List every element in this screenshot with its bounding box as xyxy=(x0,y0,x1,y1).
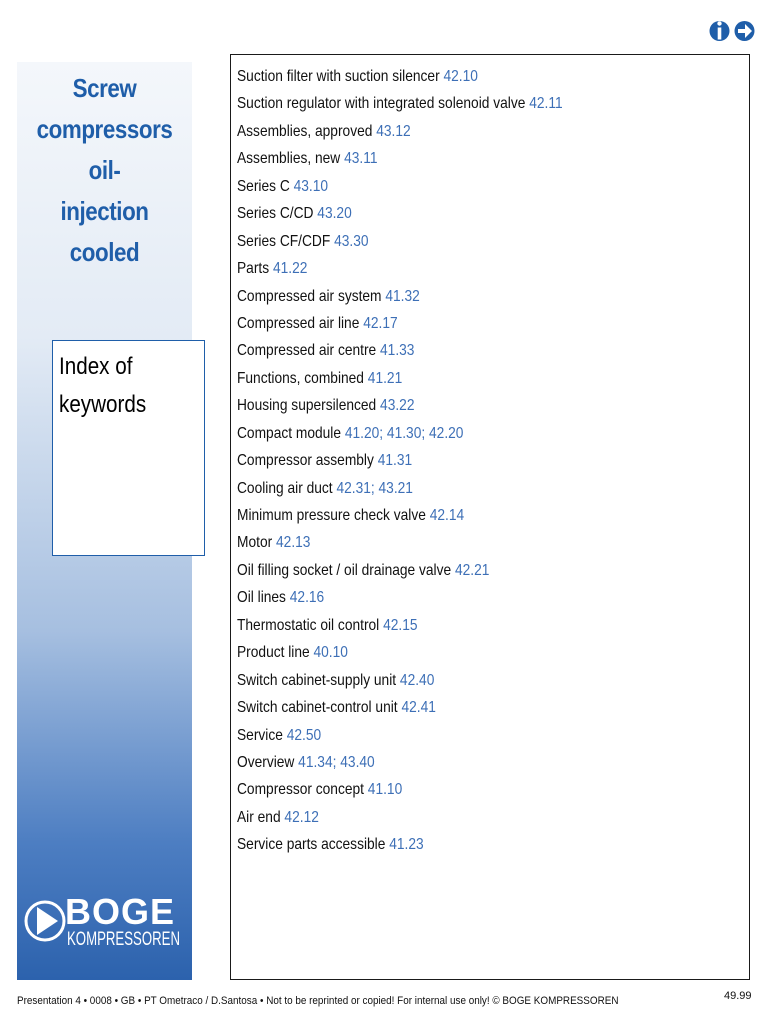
keyword-term: Parts xyxy=(237,260,270,278)
keyword-page-ref[interactable]: 40.10 xyxy=(313,644,348,662)
keyword-entry xyxy=(237,420,563,447)
keyword-entry xyxy=(237,118,563,145)
keyword-entry xyxy=(237,228,563,255)
keyword-entry xyxy=(237,447,563,474)
keyword-entry xyxy=(237,639,563,666)
keyword-entry xyxy=(237,200,563,227)
keyword-page-ref[interactable]: 41.22 xyxy=(272,260,308,278)
keyword-term: Oil filling socket / oil drainage valve xyxy=(237,561,452,579)
keyword-page-ref[interactable]: 42.10 xyxy=(443,68,478,85)
keyword-page-ref[interactable]: 42.11 xyxy=(529,95,563,113)
page-number: 49.99 xyxy=(724,990,752,1002)
keyword-entry xyxy=(237,145,563,172)
keyword-term: Compressed air line xyxy=(237,314,360,332)
keyword-page-ref[interactable]: 41.23 xyxy=(389,836,424,854)
keyword-page-ref[interactable]: 42.31; 43.21 xyxy=(336,479,413,497)
keyword-term: Series CF/CDF xyxy=(237,232,331,250)
section-title: Screw compressors oil- injection cooled xyxy=(36,73,173,267)
keyword-term: Assemblies, approved xyxy=(237,122,373,140)
keyword-page-ref[interactable]: 41.33 xyxy=(380,342,415,360)
keyword-entry xyxy=(237,63,563,90)
keyword-entry xyxy=(237,392,563,419)
keyword-entry xyxy=(237,173,563,200)
keyword-page-ref[interactable]: 42.12 xyxy=(284,808,319,826)
keyword-term: Air end xyxy=(237,808,281,826)
keyword-page-ref[interactable]: 43.30 xyxy=(334,232,369,250)
keyword-page-ref[interactable]: 42.13 xyxy=(276,534,311,552)
next-arrow-icon[interactable] xyxy=(734,14,755,48)
keyword-entry xyxy=(237,557,563,584)
boge-logo xyxy=(25,883,190,963)
keyword-page-ref[interactable]: 41.34; 43.40 xyxy=(298,753,375,771)
keyword-term: Service xyxy=(237,726,283,744)
keyword-entry xyxy=(237,502,563,529)
keyword-page-ref[interactable]: 41.10 xyxy=(367,781,403,799)
keyword-page-ref[interactable]: 41.21 xyxy=(367,369,403,387)
keyword-entry xyxy=(237,310,563,337)
keyword-entry xyxy=(237,255,563,282)
keyword-entry xyxy=(237,749,563,776)
keyword-term: Switch cabinet-control unit xyxy=(237,699,398,717)
keyword-page-ref[interactable]: 43.22 xyxy=(380,397,415,415)
index-title: Index of keywords xyxy=(59,353,147,418)
keyword-entry xyxy=(237,804,563,831)
index-of-keywords-box xyxy=(52,340,205,556)
keyword-page-ref[interactable]: 41.31 xyxy=(377,452,413,470)
keyword-page-ref[interactable]: 42.21 xyxy=(454,561,490,579)
keyword-page-ref[interactable]: 42.41 xyxy=(401,699,436,717)
keyword-entry xyxy=(237,337,563,364)
keyword-page-ref[interactable]: 41.32 xyxy=(385,287,420,305)
logo-brand-text: BOGE xyxy=(65,891,176,932)
keyword-entry xyxy=(237,776,563,803)
keyword-term: Overview xyxy=(237,753,295,771)
keyword-term: Housing supersilenced xyxy=(237,397,377,415)
keyword-page-ref[interactable]: 43.11 xyxy=(344,150,378,168)
keyword-term: Compressor concept xyxy=(237,781,364,799)
keyword-term: Product line xyxy=(237,644,310,662)
navigation-icons xyxy=(709,14,755,48)
keyword-entry xyxy=(237,722,563,749)
keyword-page-ref[interactable]: 42.50 xyxy=(286,726,322,744)
keyword-entry xyxy=(237,694,563,721)
keyword-term: Thermostatic oil control xyxy=(237,616,380,634)
keyword-term: Compressor assembly xyxy=(237,452,374,470)
keyword-page-ref[interactable]: 43.20 xyxy=(317,205,352,223)
keyword-entry xyxy=(237,90,563,117)
keyword-entry xyxy=(237,283,563,310)
keyword-term: Series C xyxy=(237,177,290,195)
keyword-term: Assemblies, new xyxy=(237,150,341,168)
keyword-entry xyxy=(237,365,563,392)
keyword-entry xyxy=(237,667,563,694)
keyword-index-frame xyxy=(230,54,750,980)
keyword-entry xyxy=(237,831,563,858)
keyword-term: Series C/CD xyxy=(237,205,314,223)
keyword-entry xyxy=(237,612,563,639)
keyword-page-ref[interactable]: 43.12 xyxy=(376,122,411,140)
keyword-page-ref[interactable]: 42.15 xyxy=(383,616,418,634)
keyword-list xyxy=(237,63,616,859)
keyword-page-ref[interactable]: 42.16 xyxy=(289,589,325,607)
keyword-term: Cooling air duct xyxy=(237,479,333,497)
keyword-page-ref[interactable]: 43.10 xyxy=(293,177,329,195)
keyword-term: Suction regulator with integrated solenoid valve xyxy=(237,95,526,113)
keyword-term: Compact module xyxy=(237,424,342,442)
footer-notice: Presentation 4 • 0008 • GB • PT Ometraco / D.Santosa • Not to be reprinted or copied! For internal use only! © BOGE KOMPRESSOREN xyxy=(17,995,619,1007)
keyword-term: Oil lines xyxy=(237,589,286,607)
keyword-page-ref[interactable]: 42.40 xyxy=(399,671,435,689)
logo-subtitle-text: KOMPRESSOREN xyxy=(67,929,180,950)
info-icon[interactable] xyxy=(709,14,730,48)
keyword-term: Switch cabinet-supply unit xyxy=(237,671,397,689)
keyword-page-ref[interactable]: 42.17 xyxy=(363,314,398,332)
keyword-page-ref[interactable]: 42.14 xyxy=(429,507,465,524)
keyword-term: Motor xyxy=(237,534,273,552)
keyword-term: Minimum pressure check valve xyxy=(237,507,426,524)
keyword-term: Compressed air centre xyxy=(237,342,377,360)
keyword-page-ref[interactable]: 41.20; 41.30; 42.20 xyxy=(344,424,464,442)
keyword-entry xyxy=(237,584,563,611)
keyword-entry xyxy=(237,529,563,556)
keyword-term: Compressed air system xyxy=(237,287,382,305)
keyword-entry xyxy=(237,475,563,502)
keyword-term: Functions, combined xyxy=(237,369,364,387)
keyword-term: Service parts accessible xyxy=(237,836,386,854)
keyword-term: Suction filter with suction silencer xyxy=(237,68,440,85)
